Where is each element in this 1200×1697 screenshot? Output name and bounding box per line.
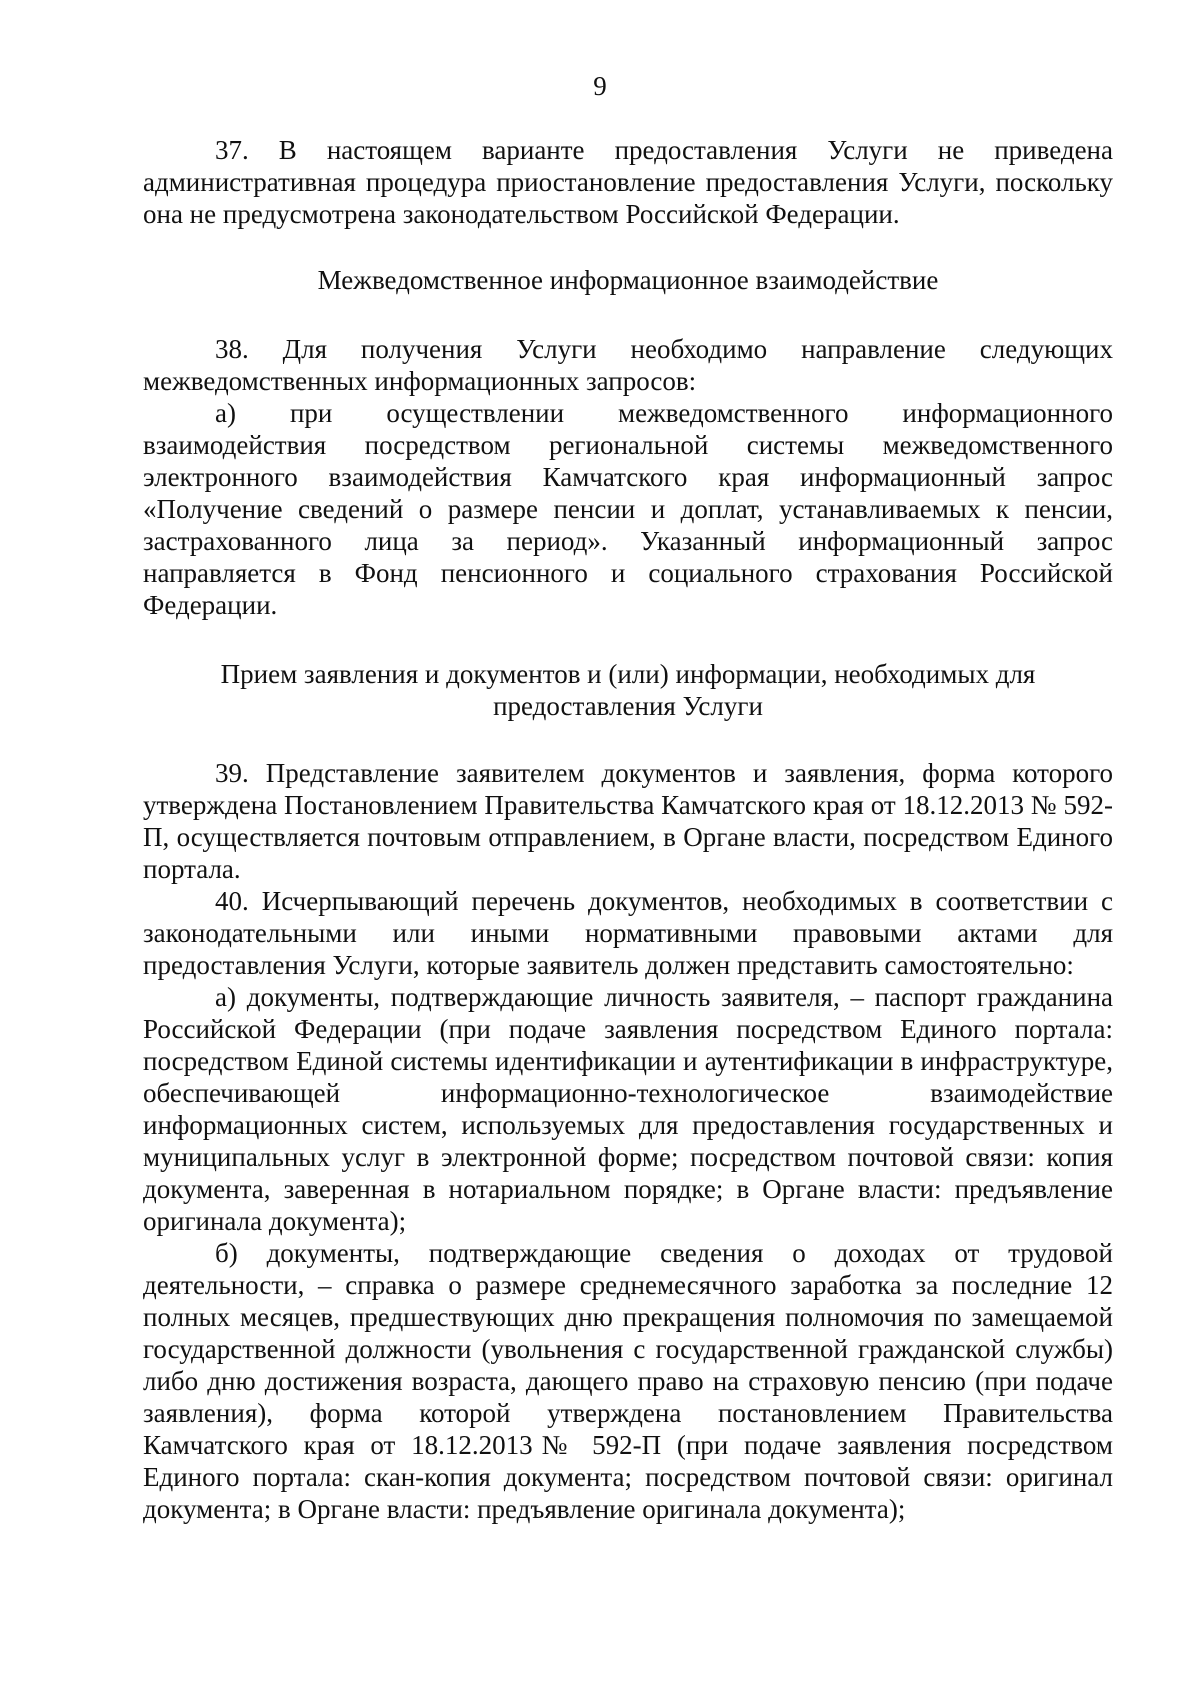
paragraph-38a: а) при осуществлении межведомственного информационного взаимодействия посредством региональной системы межведомственного электронного взаимодействия Камчатского края информационный запрос «Получение сведений о размере пенсии и доплат, устанавливаемых к пенсии, застрахованного лица за период». Указанный информационный запрос направляется в Фонд пенсионного и социального страхования Российской Федерации. bbox=[143, 398, 1113, 620]
paragraph-40: 40. Исчерпывающий перечень документов, необходимых в соответствии с законодательными или иными нормативными правовыми актами для предоставления Услуги, которые заявитель должен представить самостоятельно: bbox=[143, 886, 1113, 980]
section-heading-reception bbox=[143, 658, 1113, 722]
paragraphs-39-40-block bbox=[143, 757, 1113, 1525]
paragraph-37-text: 37. В настоящем варианте предоставления Услуги не приведена административная процедура приостановление предоставления Услуги, поскольку она не предусмотрена законодательством Российской Федерации. bbox=[143, 135, 1113, 229]
page-number: 9 bbox=[593, 71, 607, 101]
paragraph-37 bbox=[143, 134, 1113, 230]
section-heading-reception-line2: предоставления Услуги bbox=[493, 691, 763, 721]
paragraph-38-block bbox=[143, 333, 1113, 621]
paragraph-38: 38. Для получения Услуги необходимо направление следующих межведомственных информационных запросов: bbox=[143, 334, 1113, 396]
section-heading-interagency bbox=[143, 264, 1113, 296]
paragraph-40a: а) документы, подтверждающие личность заявителя, – паспорт гражданина Российской Федерации (при подаче заявления посредством Единого портала: посредством Единой системы идентификации и аутентификации в инфраструктуре, обеспечивающей информационно-технологическое взаимодействие информационных систем, используемых для предоставления государственных и муниципальных услуг в электронной форме; посредством почтовой связи: копия документа, заверенная в нотариальном порядке; в Органе власти: предъявление оригинала документа); bbox=[143, 982, 1113, 1236]
paragraph-40b: б) документы, подтверждающие сведения о доходах от трудовой деятельности, – справка о размере среднемесячного заработка за последние 12 полных месяцев, предшествующих дню прекращения полномочия по замещаемой государственной должности (увольнения с государственной гражданской службы) либо дню достижения возраста, дающего право на страховую пенсию (при подаче заявления), форма которой утверждена постановлением Правительства Камчатского края от 18.12.2013№ 592-П (при подаче заявления посредством Единого портала: скан-копия документа; посредством почтовой связи: оригинал документа; в Органе власти: предъявление оригинала документа); bbox=[143, 1238, 1113, 1524]
section-heading-interagency-text: Межведомственное информационное взаимодействие bbox=[317, 265, 939, 295]
paragraph-39: 39. Представление заявителем документов и заявления, форма которого утверждена Постановлением Правительства Камчатского края от 18.12.2013 № 592-П, осуществляется почтовым отправлением, в Органе власти, посредством Единого портала. bbox=[143, 758, 1113, 884]
section-heading-reception-line1: Прием заявления и документов и (или) информации, необходимых для bbox=[220, 659, 1036, 689]
